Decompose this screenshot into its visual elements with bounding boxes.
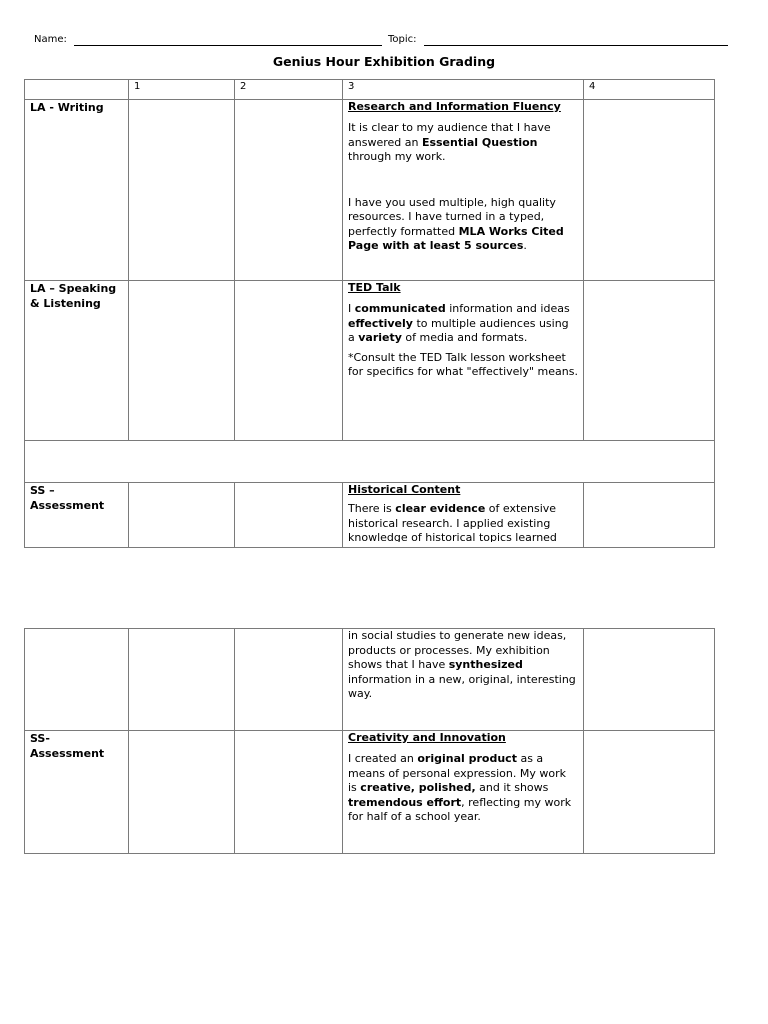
criterion-text: I have you used multiple, high quality resources. I have turned in a typed, perfectly formatted MLA Works Cited Page with at least 5 sources.	[348, 195, 564, 252]
column-header: 2	[235, 80, 343, 100]
column-header	[25, 80, 129, 100]
score-cell	[235, 731, 343, 854]
page-title: Genius Hour Exhibition Grading	[272, 54, 496, 69]
grading-table	[24, 79, 715, 548]
criterion-cell	[343, 483, 584, 548]
criterion-cell	[343, 629, 584, 731]
score-cell	[235, 281, 343, 441]
score-cell	[129, 731, 235, 854]
table-row	[25, 100, 715, 281]
column-header: 1	[129, 80, 235, 100]
category-cell	[25, 629, 129, 731]
score-cell	[129, 100, 235, 281]
category-label: LA - Writing	[25, 100, 129, 281]
criterion-text: in social studies to generate new ideas, products or processes. My exhibition shows that I have synthesized information in a new, original, interesting way.	[348, 629, 576, 700]
criterion-title: Historical Content	[348, 483, 461, 496]
topic-label: Topic:	[388, 34, 417, 45]
criterion-text: There is clear evidence of extensive historical research. I applied existing knowledge of historical topics learned	[348, 502, 557, 542]
score-cell	[129, 483, 235, 548]
table-row	[25, 483, 715, 548]
category-label: SS – Assessment	[25, 483, 129, 548]
score-cell	[584, 483, 715, 548]
table-row	[25, 629, 715, 731]
criterion-text: It is clear to my audience that I have answered an Essential Question through my work.	[348, 121, 551, 163]
criterion-cell	[343, 281, 584, 441]
criterion-text: *Consult the TED Talk lesson worksheet for specifics for what "effectively" means.	[348, 350, 578, 378]
score-cell	[235, 629, 343, 731]
criterion-title: TED Talk	[348, 281, 401, 294]
criterion-title: Research and Information Fluency	[348, 100, 561, 113]
score-cell	[584, 281, 715, 441]
score-cell	[235, 100, 343, 281]
criterion-cell	[343, 100, 584, 281]
name-label: Name:	[34, 34, 67, 45]
criterion-cell	[343, 731, 584, 854]
column-header: 3	[343, 80, 584, 100]
score-cell	[235, 483, 343, 548]
category-label: SS- Assessment	[25, 731, 129, 854]
empty-cell	[25, 441, 715, 483]
grading-table-continued	[24, 628, 715, 854]
criterion-title: Creativity and Innovation	[348, 731, 506, 744]
table-header-row	[25, 80, 715, 100]
criterion-text: I communicated information and ideas effectively to multiple audiences using a variety of media and formats.	[348, 302, 570, 344]
score-cell	[584, 629, 715, 731]
score-cell	[584, 731, 715, 854]
score-cell	[129, 629, 235, 731]
table-row	[25, 731, 715, 854]
table-row-empty	[25, 441, 715, 483]
score-cell	[129, 281, 235, 441]
topic-blank-line	[424, 45, 728, 46]
score-cell	[584, 100, 715, 281]
column-header: 4	[584, 80, 715, 100]
criterion-text: I created an original product as a means of personal expression. My work is creative, polished, and it shows tremendous effort, reflecting my work for half of a school year.	[348, 752, 572, 823]
name-blank-line	[74, 45, 382, 46]
header-fields	[34, 34, 734, 50]
category-label: LA – Speaking & Listening	[25, 281, 129, 441]
table-row	[25, 281, 715, 441]
